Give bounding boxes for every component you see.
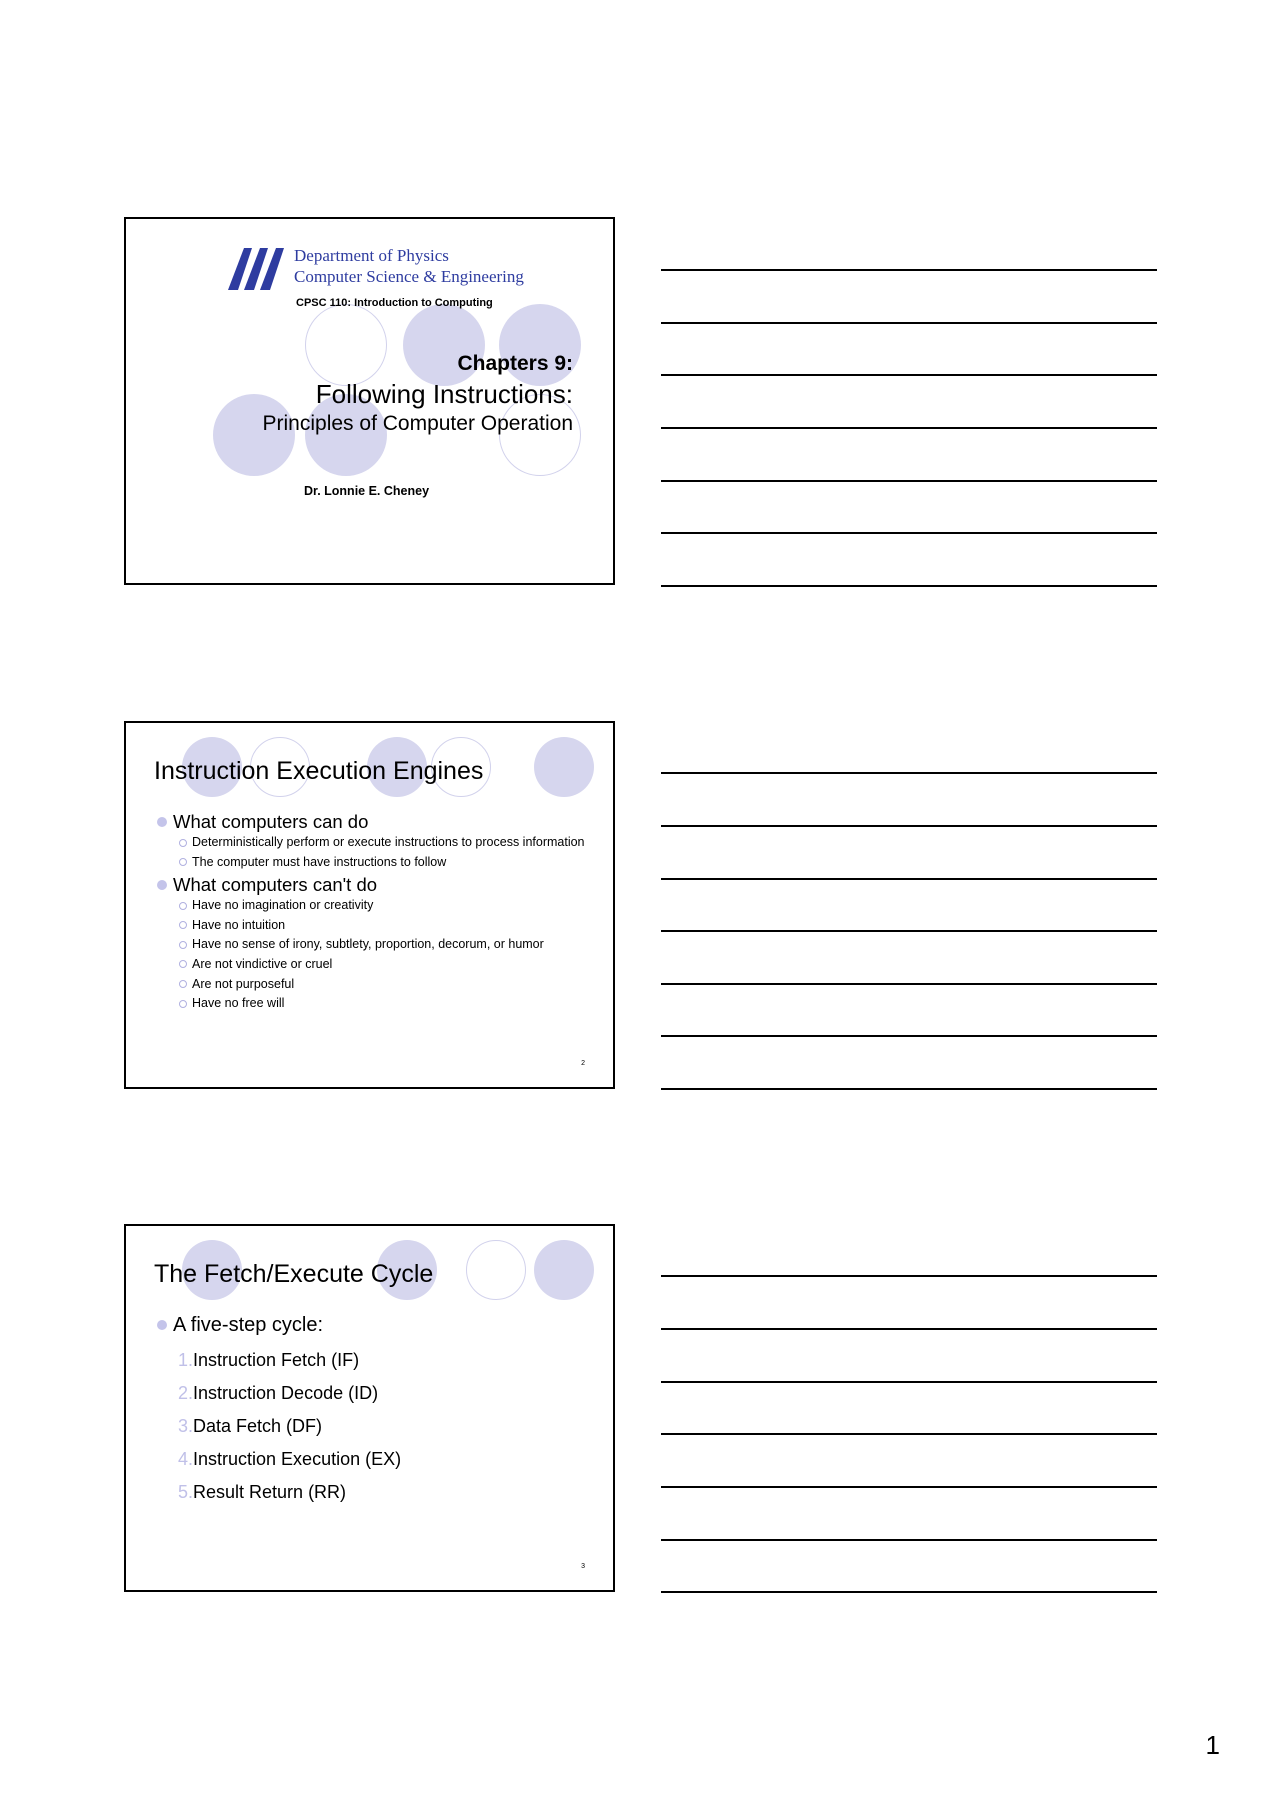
logo-line-2: Computer Science & Engineering (294, 267, 524, 286)
sub-bullet: Are not vindictive or cruel (178, 957, 596, 972)
step-list (178, 1344, 401, 1509)
sub-bullet: Deterministically perform or execute instructions to process information (178, 835, 596, 850)
list-item (178, 1476, 401, 1509)
notes-line (661, 1275, 1157, 1277)
list-item (178, 1377, 401, 1410)
notes-line (661, 374, 1157, 376)
sub-bullet-list (156, 898, 596, 1011)
step-number: 1. (178, 1350, 194, 1370)
bullet-text: What computers can't do (156, 874, 596, 896)
slide-title: Following Instructions: (315, 379, 573, 409)
notes-line (661, 878, 1157, 880)
triple-stripe-logo-icon (228, 246, 292, 290)
step-number: 5. (178, 1482, 194, 1502)
notes-line (661, 427, 1157, 429)
step-text: Instruction Execution (EX) (193, 1449, 402, 1469)
list-item (156, 874, 596, 1011)
sub-bullet: Have no imagination or creativity (178, 898, 596, 913)
step-text: Data Fetch (DF) (193, 1416, 323, 1436)
bullet-text: What computers can do (156, 811, 596, 833)
notes-line (661, 585, 1157, 587)
list-item (178, 1443, 401, 1476)
cycle-list (156, 1314, 401, 1509)
slide-number: 2 (581, 1060, 585, 1067)
step-number: 4. (178, 1449, 194, 1469)
decor-circle (534, 1240, 594, 1300)
step-text: Result Return (RR) (193, 1482, 347, 1502)
notes-line (661, 480, 1157, 482)
sub-bullet: Are not purposeful (178, 977, 596, 992)
slide-subtitle: Principles of Computer Operation (262, 412, 573, 435)
page-number: 1 (1205, 1730, 1220, 1760)
notes-line (661, 1539, 1157, 1541)
sub-bullet: Have no free will (178, 996, 596, 1011)
notes-line (661, 1035, 1157, 1037)
decor-circle (534, 737, 594, 797)
course-name: CPSC 110: Introduction to Computing (296, 297, 493, 309)
notes-line (661, 1486, 1157, 1488)
sub-bullet-list (156, 835, 596, 870)
slide-1 (124, 217, 615, 585)
notes-line (661, 772, 1157, 774)
notes-line (661, 1381, 1157, 1383)
slide-title: The Fetch/Execute Cycle (154, 1260, 434, 1288)
step-number: 2. (178, 1383, 194, 1403)
notes-line (661, 322, 1157, 324)
slide-title: Instruction Execution Engines (154, 757, 484, 785)
slide-number: 3 (581, 1563, 585, 1570)
list-item (156, 811, 596, 870)
step-text: Instruction Decode (ID) (193, 1383, 379, 1403)
decor-circle (305, 304, 387, 386)
notes-line (661, 1328, 1157, 1330)
list-item (178, 1410, 401, 1443)
step-text: Instruction Fetch (IF) (193, 1350, 360, 1370)
sub-bullet: Have no sense of irony, subtlety, proportion, decorum, or humor (178, 937, 596, 952)
notes-line (661, 983, 1157, 985)
author: Dr. Lonnie E. Cheney (304, 484, 430, 498)
slide-2 (124, 721, 615, 1089)
chapter-label: Chapters 9: (457, 352, 573, 375)
notes-line (661, 1088, 1157, 1090)
bullet-text: A five-step cycle: (156, 1314, 401, 1336)
notes-line (661, 825, 1157, 827)
list-item (178, 1344, 401, 1377)
step-number: 3. (178, 1416, 194, 1436)
slide-3 (124, 1224, 615, 1592)
logo-line-1: Department of Physics (294, 246, 449, 265)
notes-line (661, 1433, 1157, 1435)
notes-line (661, 1591, 1157, 1593)
sub-bullet: The computer must have instructions to follow (178, 855, 596, 870)
decor-circle (466, 1240, 526, 1300)
notes-line (661, 269, 1157, 271)
notes-line (661, 930, 1157, 932)
department-logo (228, 246, 528, 292)
notes-line (661, 532, 1157, 534)
sub-bullet: Have no intuition (178, 918, 596, 933)
bullet-list (156, 811, 596, 1016)
